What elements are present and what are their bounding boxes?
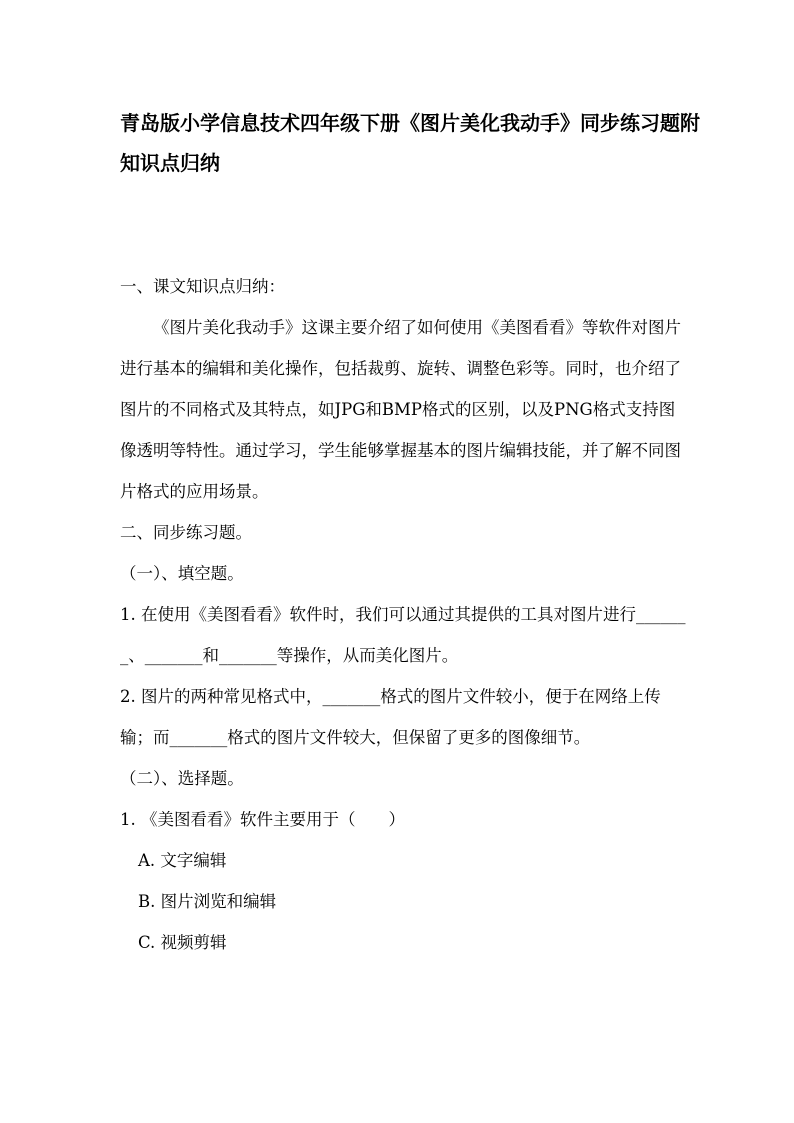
document-body <box>120 266 690 963</box>
choice-question-1: 1. 《美图看看》软件主要用于（ ） <box>120 810 405 829</box>
choice-option-a: A. 文字编辑 <box>138 851 227 870</box>
fill-blank-question-2: 2. 图片的两种常见格式中，_______格式的图片文件较小，便于在网络上传输；而_______格式的图片文件较大，但保留了更多的图像细节。 <box>120 687 661 747</box>
section2-heading: 二、同步练习题。 <box>120 523 252 542</box>
fill-blank-question-1: 1. 在使用《美图看看》软件时，我们可以通过其提供的工具对图片进行_______、_______和_______等操作，从而美化图片。 <box>120 605 686 665</box>
section1-heading: 一、课文知识点归纳： <box>120 277 285 296</box>
choice-option-b: B. 图片浏览和编辑 <box>138 892 277 911</box>
document-title: 青岛版小学信息技术四年级下册《图片美化我动手》同步练习题附知识点归纳 <box>120 111 700 175</box>
multiple-choice-heading: （二）、选择题。 <box>120 769 244 788</box>
choice-option-c: C. 视频剪辑 <box>138 933 227 952</box>
section1-paragraph: 《图片美化我动手》这课主要介绍了如何使用《美图看看》等软件对图片进行基本的编辑和美化操作，包括裁剪、旋转、调整色彩等。同时，也介绍了图片的不同格式及其特点，如JPG和BMP格式的区别，以及PNG格式支持图像透明等特性。通过学习，学生能够掌握基本的图片编辑技能，并了解不同图片格式的应用场景。 <box>120 318 681 501</box>
fill-blank-heading: （一）、填空题。 <box>120 564 244 583</box>
